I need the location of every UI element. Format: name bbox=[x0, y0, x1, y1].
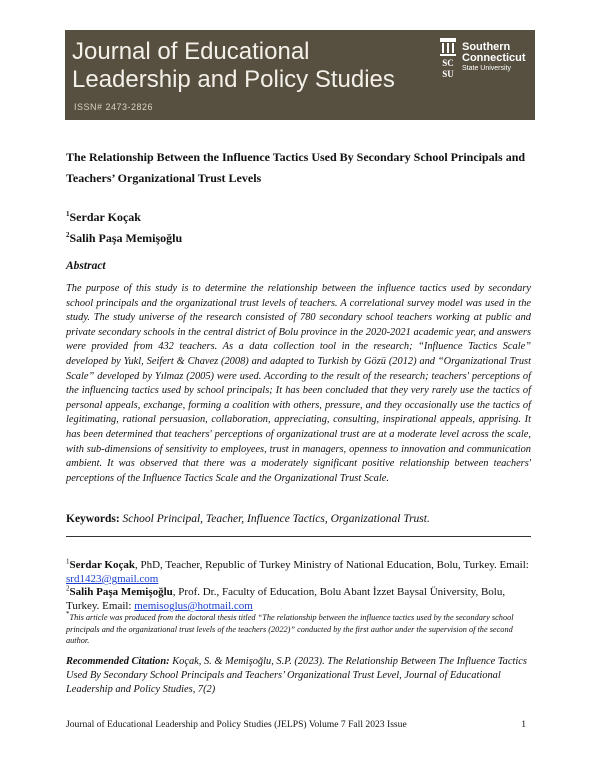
university-name: Southern Connecticut State University bbox=[462, 41, 526, 72]
separator-rule bbox=[66, 536, 531, 537]
seal-letters-bottom: SU bbox=[442, 69, 454, 79]
abstract-heading: Abstract bbox=[66, 260, 106, 272]
journal-title: Journal of Educational Leadership and Policy Studies bbox=[72, 38, 395, 93]
page-footer bbox=[66, 719, 526, 730]
recommended-citation: Recommended Citation: Koçak, S. & Memişoğlu, S.P. (2023). The Relationship Between The Influence Tactics Used By Secondary School Principals and Teachers’ Organizational Trust Level, Journal of Educational Leadership and Policy Studies, 7(2) bbox=[66, 656, 527, 695]
page-number: 1 bbox=[521, 719, 526, 730]
paper-title: The Relationship Between the Influence Tactics Used By Secondary School Principals and Teachers’ Organizational Trust Levels bbox=[66, 150, 526, 185]
author-1: $^1$Serdar Koçak bbox=[66, 210, 141, 224]
seal-letters-top: SC bbox=[442, 58, 454, 68]
university-seal-icon bbox=[438, 38, 458, 80]
footnote-author-1: $^1$Serdar Koçak, PhD, Teacher, Republic of Turkey Ministry of National Education, Bolu, Turkey. Email: srd1423@gmail.com bbox=[66, 557, 529, 585]
thesis-note: *This article was produced from the doctoral thesis titled “The relationship between the influence tactics used by the secondary school principals and the organizational trust levels of the teachers (2022)” conducted by the first author under the supervision of the second author. bbox=[66, 610, 514, 645]
footer-journal-info: Journal of Educational Leadership and Policy Studies (JELPS) Volume 7 Fall 2023 Issue bbox=[66, 719, 407, 730]
keywords-value: School Principal, Teacher, Influence Tactics, Organizational Trust. bbox=[122, 513, 430, 525]
author-2: $^2$Salih Paşa Memişoğlu bbox=[66, 231, 183, 245]
email-link-author-2[interactable]: memisoglus@hotmail.com bbox=[134, 600, 253, 612]
issn: ISSN# 2473-2826 bbox=[74, 102, 154, 112]
keywords bbox=[66, 513, 536, 525]
email-link-author-1[interactable]: srd1423@gmail.com bbox=[66, 573, 159, 585]
abstract-text: The purpose of this study is to determine the relationship between the influence tactics used by secondary school principals and the organizational trust levels of teachers. A correlational survey model was used in the study. The study universe of the research consisted of 780 secondary school teachers working at public and private secondary schools in the central district of Bolu province in the 2020-2021 academic year, and answers were provided from 432 teachers. As a data collection tool in the research; “Influence Tactics Scale” developed by Yukl, Seifert & Chavez (2008) and adapted to Turkish by Gözü (2012) and “Organizational Trust Scale” developed by Yılmaz (2005) were used. According to the result of the research; teachers' perceptions of the influencing tactics used by school principals; It has been concluded that they very rarely use the tactics of personal appeals, exchange, forming a coalition with others, pressure, and they occasionally use the tactics of legitimating, rational persuasion, collaboration, appreciating, consulting, inspirational appeals, apprising. It has been determined that teachers' perceptions of organizational trust are at a moderate level across the scale, with sub-dimensions of sensitivity to employees, trust in managers, openness to innovation and communication ambient. It was observed that there was a moderately significant positive relationship between teachers' perceptions of the Influence Tactics Scale and the Organizational Trust Scale. bbox=[66, 283, 531, 484]
keywords-label: Keywords: bbox=[66, 513, 120, 525]
university-logo bbox=[438, 38, 530, 80]
footnote-author-2: $^2$Salih Paşa Memişoğlu, Prof. Dr., Faculty of Education, Bolu Abant İzzet Baysal Üniversity, Bolu, Turkey. Email: memisoglus@hotmail.com bbox=[66, 584, 506, 612]
